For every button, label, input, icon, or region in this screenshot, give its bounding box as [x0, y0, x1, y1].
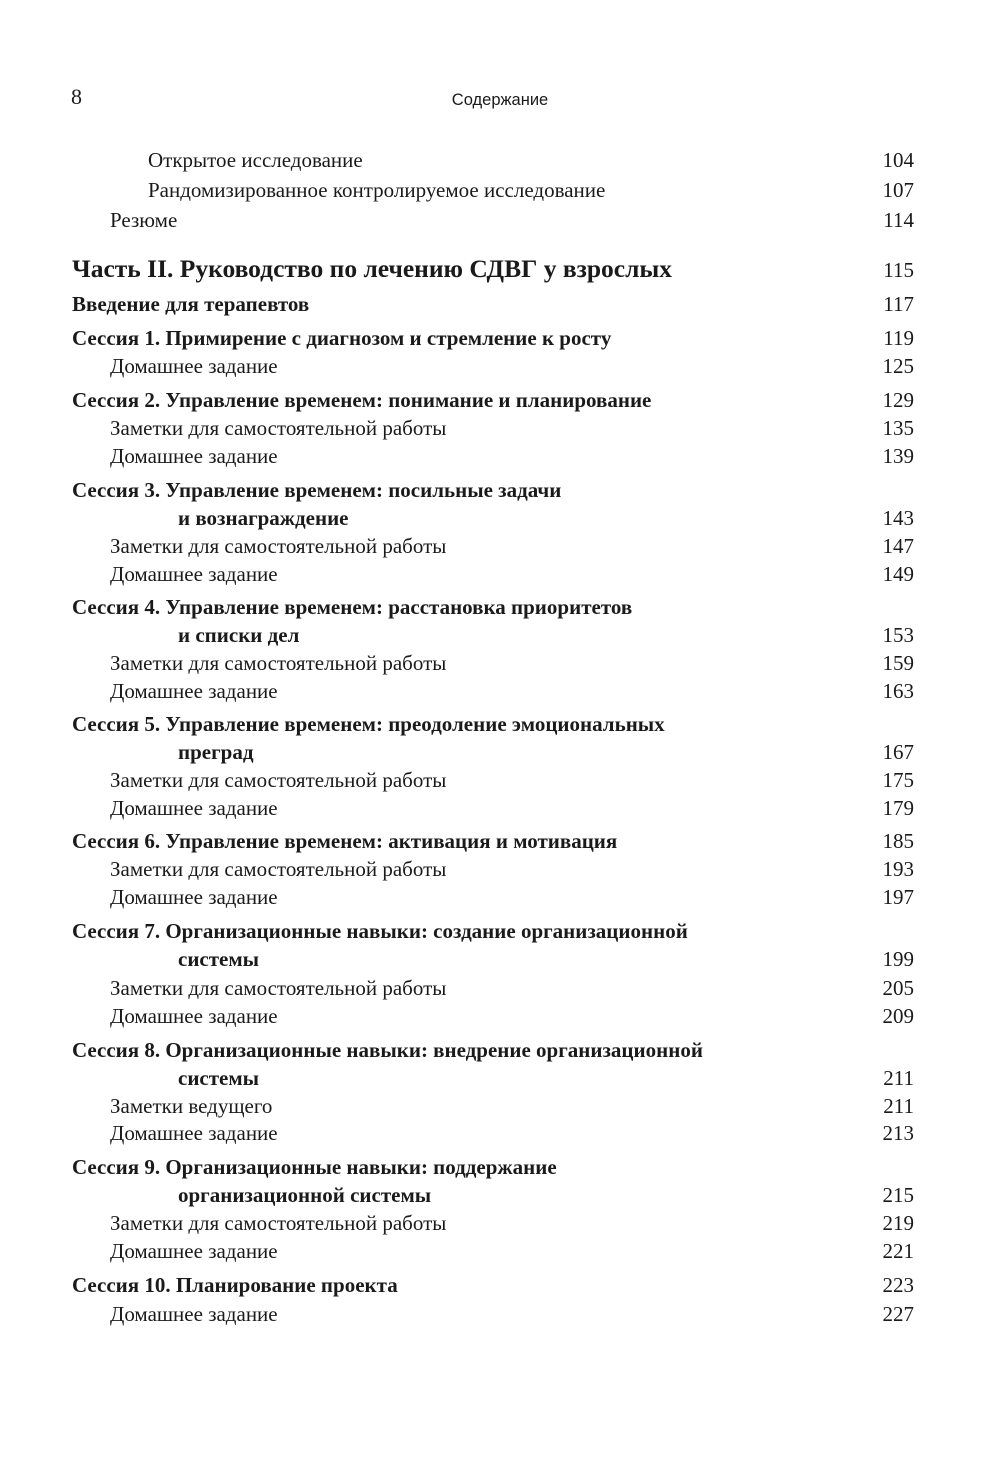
- toc-entry-title: Домашнее задание: [110, 796, 278, 820]
- toc-entry-title: Домашнее задание: [110, 562, 278, 586]
- toc-entry-page: 221: [882, 1239, 914, 1263]
- toc-entry-page: 143: [882, 506, 914, 530]
- toc-entry-title-continuation: и вознаграждение: [178, 506, 349, 530]
- toc-entry-page: 119: [883, 326, 914, 350]
- toc-entry-title: Заметки для самостоятельной работы: [110, 416, 447, 440]
- toc-entry-page: 139: [882, 444, 914, 468]
- toc-entry-page: 167: [882, 740, 914, 764]
- toc-entry-page: 107: [882, 178, 914, 202]
- toc-entry-title: Сессия 3. Управление временем: посильные задачи: [72, 478, 562, 502]
- toc-entry-title: Сессия 5. Управление временем: преодоление эмоциональных: [72, 712, 665, 736]
- toc-entry-title-continuation: системы: [178, 1066, 260, 1090]
- toc-entry-page: 149: [882, 562, 914, 586]
- toc-entry-title: Сессия 8. Организационные навыки: внедрение организационной: [72, 1038, 703, 1062]
- toc-entry-title: Открытое исследование: [148, 148, 363, 172]
- toc-entry-page: 211: [883, 1066, 914, 1090]
- toc-entry-title-continuation: организационной системы: [178, 1183, 432, 1207]
- page-number: 8: [71, 84, 82, 109]
- toc-entry-title: Сессия 2. Управление временем: понимание и планирование: [72, 388, 652, 412]
- toc-entry-title: Заметки ведущего: [110, 1094, 273, 1118]
- toc-entry-title: Введение для терапевтов: [72, 292, 310, 316]
- toc-entry-title: Заметки для самостоятельной работы: [110, 651, 447, 675]
- toc-entry-title-continuation: преград: [178, 740, 254, 764]
- toc-entry-page: 185: [882, 829, 914, 853]
- toc-entry-page: 209: [882, 1004, 914, 1028]
- toc-entry-page: 175: [882, 768, 914, 792]
- toc-entry-title: Сессия 7. Организационные навыки: создание организационной: [72, 919, 688, 943]
- toc-entry-title: Домашнее задание: [110, 1121, 278, 1145]
- toc-entry-title: Сессия 9. Организационные навыки: поддержание: [72, 1155, 557, 1179]
- toc-entry-page: 223: [882, 1273, 914, 1297]
- toc-entry-page: 135: [882, 416, 914, 440]
- toc-entry-page: 115: [883, 258, 914, 282]
- toc-entry-title: Резюме: [110, 208, 178, 232]
- toc-entry-page: 179: [882, 796, 914, 820]
- toc-entry-title: Заметки для самостоятельной работы: [110, 857, 447, 881]
- toc-entry-title: Домашнее задание: [110, 1004, 278, 1028]
- toc-entry-title-continuation: системы: [178, 947, 260, 971]
- toc-entry-page: 117: [883, 292, 914, 316]
- toc-entry-page: 199: [882, 947, 914, 971]
- toc-entry-page: 219: [882, 1211, 914, 1235]
- toc-entry-page: 125: [882, 354, 914, 378]
- toc-entry-page: 159: [882, 651, 914, 675]
- toc-entry-title: Сессия 6. Управление временем: активация и мотивация: [72, 829, 618, 853]
- toc-entry-title: Домашнее задание: [110, 354, 278, 378]
- toc-entry-title: Заметки для самостоятельной работы: [110, 976, 447, 1000]
- toc-entry-page: 213: [882, 1121, 914, 1145]
- toc-entry-page: 227: [882, 1302, 914, 1326]
- running-title: Содержание: [451, 91, 549, 109]
- toc-part-title: Часть II. Руководство по лечению СДВГ у взрослых: [72, 254, 673, 283]
- toc-entry-page: 163: [882, 679, 914, 703]
- toc-entry-title: Сессия 1. Примирение с диагнозом и стремление к росту: [72, 326, 612, 350]
- toc-entry-title-continuation: и списки дел: [178, 623, 300, 647]
- toc-entry-page: 153: [882, 623, 914, 647]
- toc-entry-title: Заметки для самостоятельной работы: [110, 768, 447, 792]
- toc-entry-page: 114: [883, 208, 914, 232]
- toc-entry-title: Домашнее задание: [110, 679, 278, 703]
- toc-entry-page: 211: [883, 1094, 914, 1118]
- toc-entry-page: 129: [882, 388, 914, 412]
- toc-entry-page: 197: [882, 885, 914, 909]
- toc-entry-title: Домашнее задание: [110, 1302, 278, 1326]
- toc-entry-title: Домашнее задание: [110, 885, 278, 909]
- toc-entry-page: 193: [882, 857, 914, 881]
- toc-entry-title: Сессия 4. Управление временем: расстановка приоритетов: [72, 595, 633, 619]
- toc-entry-page: 215: [882, 1183, 914, 1207]
- toc-entry-title: Заметки для самостоятельной работы: [110, 1211, 447, 1235]
- toc-entry-title: Домашнее задание: [110, 444, 278, 468]
- toc-entry-page: 147: [882, 534, 914, 558]
- toc-entry-page: 104: [882, 148, 914, 172]
- toc-entry-title: Домашнее задание: [110, 1239, 278, 1263]
- toc-entry-page: 205: [882, 976, 914, 1000]
- toc-entry-title: Рандомизированное контролируемое исследование: [148, 178, 606, 202]
- toc-entry-title: Заметки для самостоятельной работы: [110, 534, 447, 558]
- toc-entry-title: Сессия 10. Планирование проекта: [72, 1273, 398, 1297]
